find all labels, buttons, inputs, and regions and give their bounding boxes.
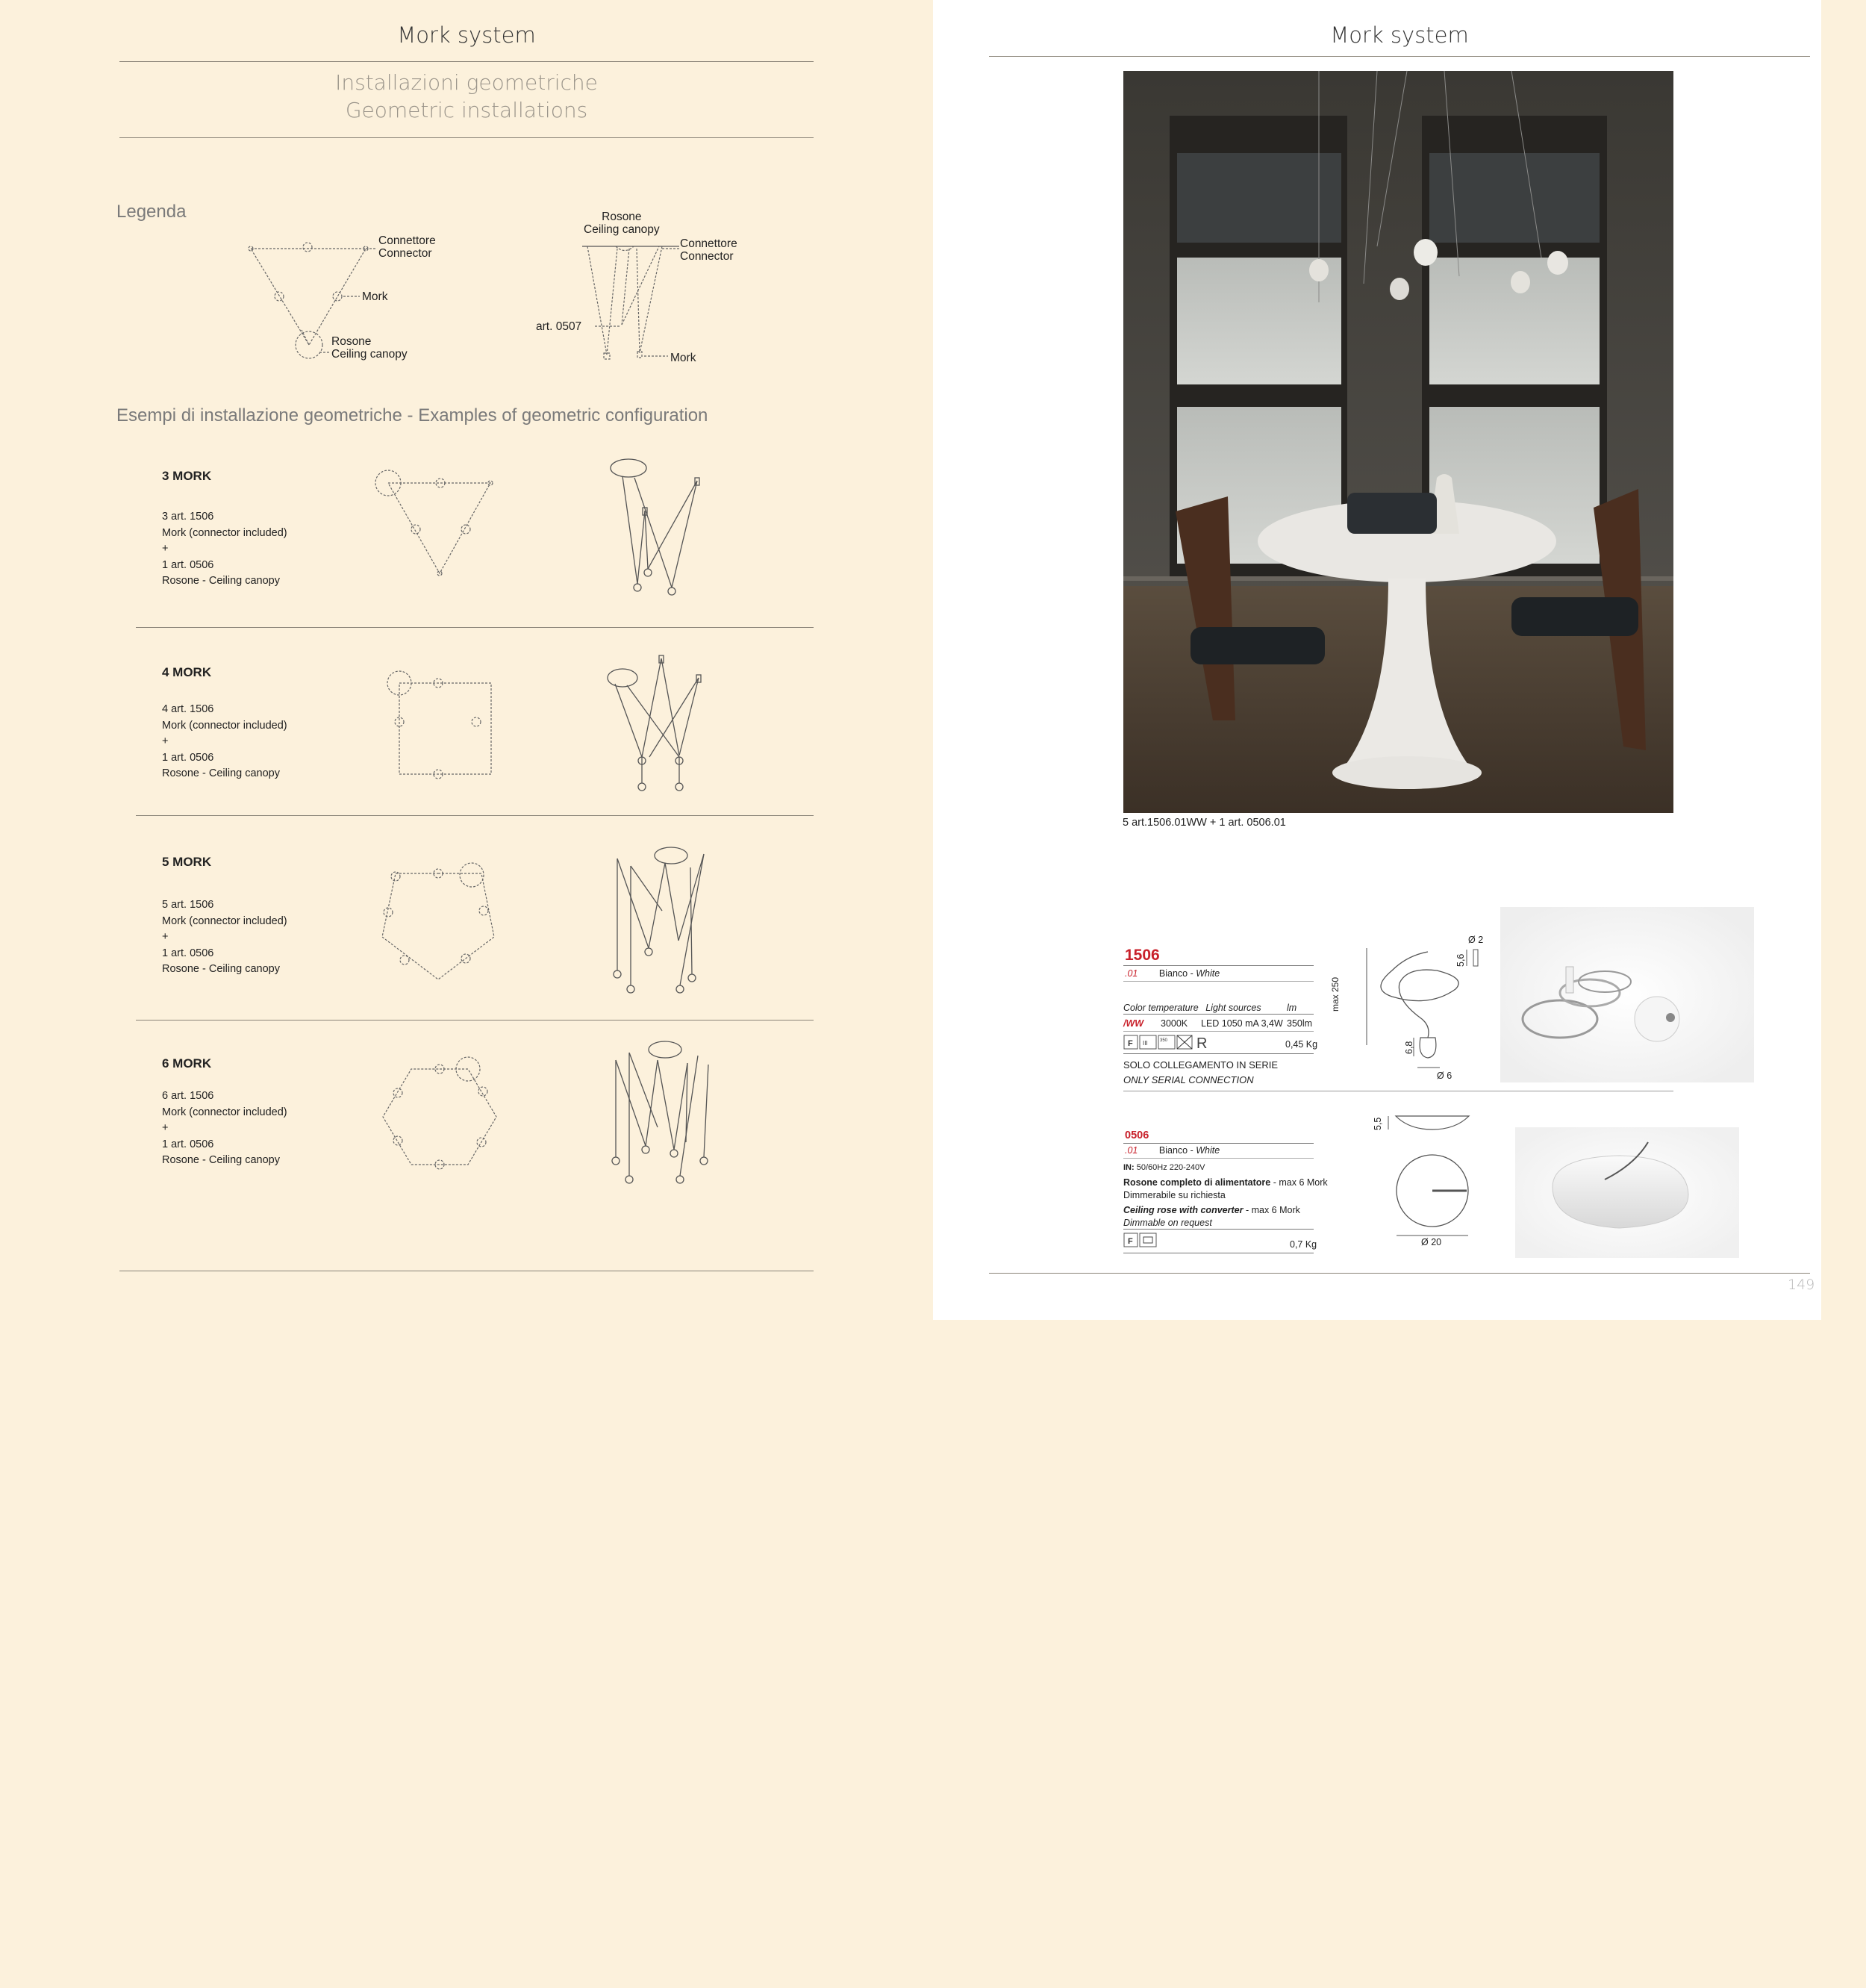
product-0506-render: [1515, 1127, 1739, 1258]
page-edge: [1821, 0, 1866, 1320]
example-divider: [136, 627, 814, 628]
svg-text:III: III: [1143, 1040, 1148, 1047]
product-1506-certification-icons: [1123, 1034, 1220, 1052]
example-description: 4 art. 1506 Mork (connector included) + 1 art. 0506 Rosone - Ceiling canopy: [162, 703, 287, 779]
dim-d2: Ø 2: [1468, 935, 1484, 945]
product-1506-rule: [1123, 981, 1314, 982]
product-0506-weight: 0,7 Kg: [1290, 1239, 1317, 1250]
product-0506-description: Rosone completo di alimentatore - max 6 Mork Dimmerabile su richiesta Ceiling rose with converter - max 6 Mork Dimmable on request: [1123, 1177, 1328, 1228]
photo-caption: 5 art.1506.01WW + 1 art. 0506.01: [1123, 817, 1286, 829]
product-1506-note-it: SOLO COLLEGAMENTO IN SERIE: [1123, 1059, 1279, 1071]
legend-art0507-label: art. 0507: [536, 320, 582, 333]
product-0506-finish: .01 Bianco - White: [1125, 1145, 1220, 1156]
example-title: 5 MORK: [162, 855, 212, 869]
product-1506-rule: [1123, 1053, 1314, 1054]
product-1506-note-en: ONLY SERIAL CONNECTION: [1123, 1074, 1254, 1085]
example-description: 5 art. 1506 Mork (connector included) + 1 art. 0506 Rosone - Ceiling canopy: [162, 899, 287, 975]
example-5-plan-diagram: [373, 859, 500, 985]
legend-mork-label: Mork: [362, 290, 388, 303]
dim-h55: 5,5: [1373, 1117, 1383, 1130]
legend-connector2-label: Connettore Connector: [680, 237, 737, 263]
example-3-plan-diagram: [373, 467, 500, 579]
product-0506-rule: [1123, 1158, 1314, 1159]
subtitle-rule: [119, 137, 814, 138]
example-divider: [136, 815, 814, 816]
example-5-suspension-diagram: [608, 844, 720, 1000]
example-title: 4 MORK: [162, 665, 212, 679]
right-header: Mork system: [1330, 22, 1469, 48]
left-header: Mork system: [397, 22, 536, 48]
example-description: 6 art. 1506 Mork (connector included) + 1 art. 0506 Rosone - Ceiling canopy: [162, 1090, 287, 1166]
product-0506-rule: [1123, 1143, 1314, 1144]
product-photo: [1123, 71, 1673, 813]
dim-d6: Ø 6: [1437, 1071, 1452, 1081]
dim-d20: Ø 20: [1421, 1237, 1442, 1247]
right-page: [933, 0, 1821, 1320]
legend-mork2-label: Mork: [670, 352, 696, 364]
left-page: [0, 0, 933, 1320]
dim-h68: 6,8: [1404, 1041, 1414, 1054]
legend-canopy-label: Rosone Ceiling canopy: [331, 335, 408, 361]
left-header-rule: [119, 61, 814, 62]
examples-title: Esempi di installazione geometriche - Examples of geometric configuration: [116, 405, 708, 426]
example-6-suspension-diagram: [608, 1038, 720, 1187]
product-0506-certification-icons: [1123, 1232, 1168, 1250]
product-1506-rule: [1123, 1031, 1314, 1032]
product-1506-code: 1506: [1125, 947, 1160, 964]
product-1506-col-headers: Color temperature Light sources lm: [1123, 1003, 1297, 1013]
legend-title: Legenda: [116, 202, 187, 222]
example-4-suspension-diagram: [605, 652, 709, 794]
right-footer-rule: [989, 1273, 1810, 1274]
example-3-suspension-diagram: [605, 457, 709, 599]
legend-canopy2-label: Rosone Ceiling canopy: [584, 211, 660, 236]
product-1506-row: /WW 3000K LED 1050 mA 3,4W 350lm: [1123, 1018, 1313, 1029]
page-number: 149: [1788, 1277, 1815, 1293]
product-0506-technical-drawing: [1381, 1109, 1485, 1258]
product-0506-code: 0506: [1125, 1129, 1149, 1141]
example-title: 6 MORK: [162, 1056, 212, 1071]
example-6-plan-diagram: [377, 1053, 504, 1180]
product-1506-render: [1500, 907, 1754, 1082]
dim-h56: 5,6: [1455, 953, 1466, 967]
subtitle-italian: Installazioni geometriche: [335, 70, 598, 95]
svg-text:R: R: [1196, 1035, 1208, 1052]
product-1506-rule: [1123, 1014, 1314, 1015]
legend-connector-label: Connettore Connector: [378, 234, 436, 260]
product-0506-rule: [1123, 1229, 1314, 1230]
subtitle-english: Geometric installations: [345, 98, 588, 122]
svg-text:350: 350: [1160, 1038, 1168, 1043]
svg-text:F: F: [1128, 1237, 1133, 1246]
product-1506-finish: .01 Bianco - White: [1125, 968, 1220, 979]
example-description: 3 art. 1506 Mork (connector included) + 1 art. 0506 Rosone - Ceiling canopy: [162, 511, 287, 587]
product-1506-weight: 0,45 Kg: [1285, 1039, 1318, 1050]
right-header-rule: [989, 56, 1810, 57]
example-divider: [136, 1020, 814, 1021]
example-title: 3 MORK: [162, 469, 212, 483]
product-0506-input: IN: 50/60Hz 220-240V: [1123, 1163, 1205, 1172]
dim-max250: max 250: [1330, 976, 1341, 1012]
svg-text:F: F: [1128, 1039, 1133, 1048]
product-1506-rule: [1123, 965, 1314, 966]
